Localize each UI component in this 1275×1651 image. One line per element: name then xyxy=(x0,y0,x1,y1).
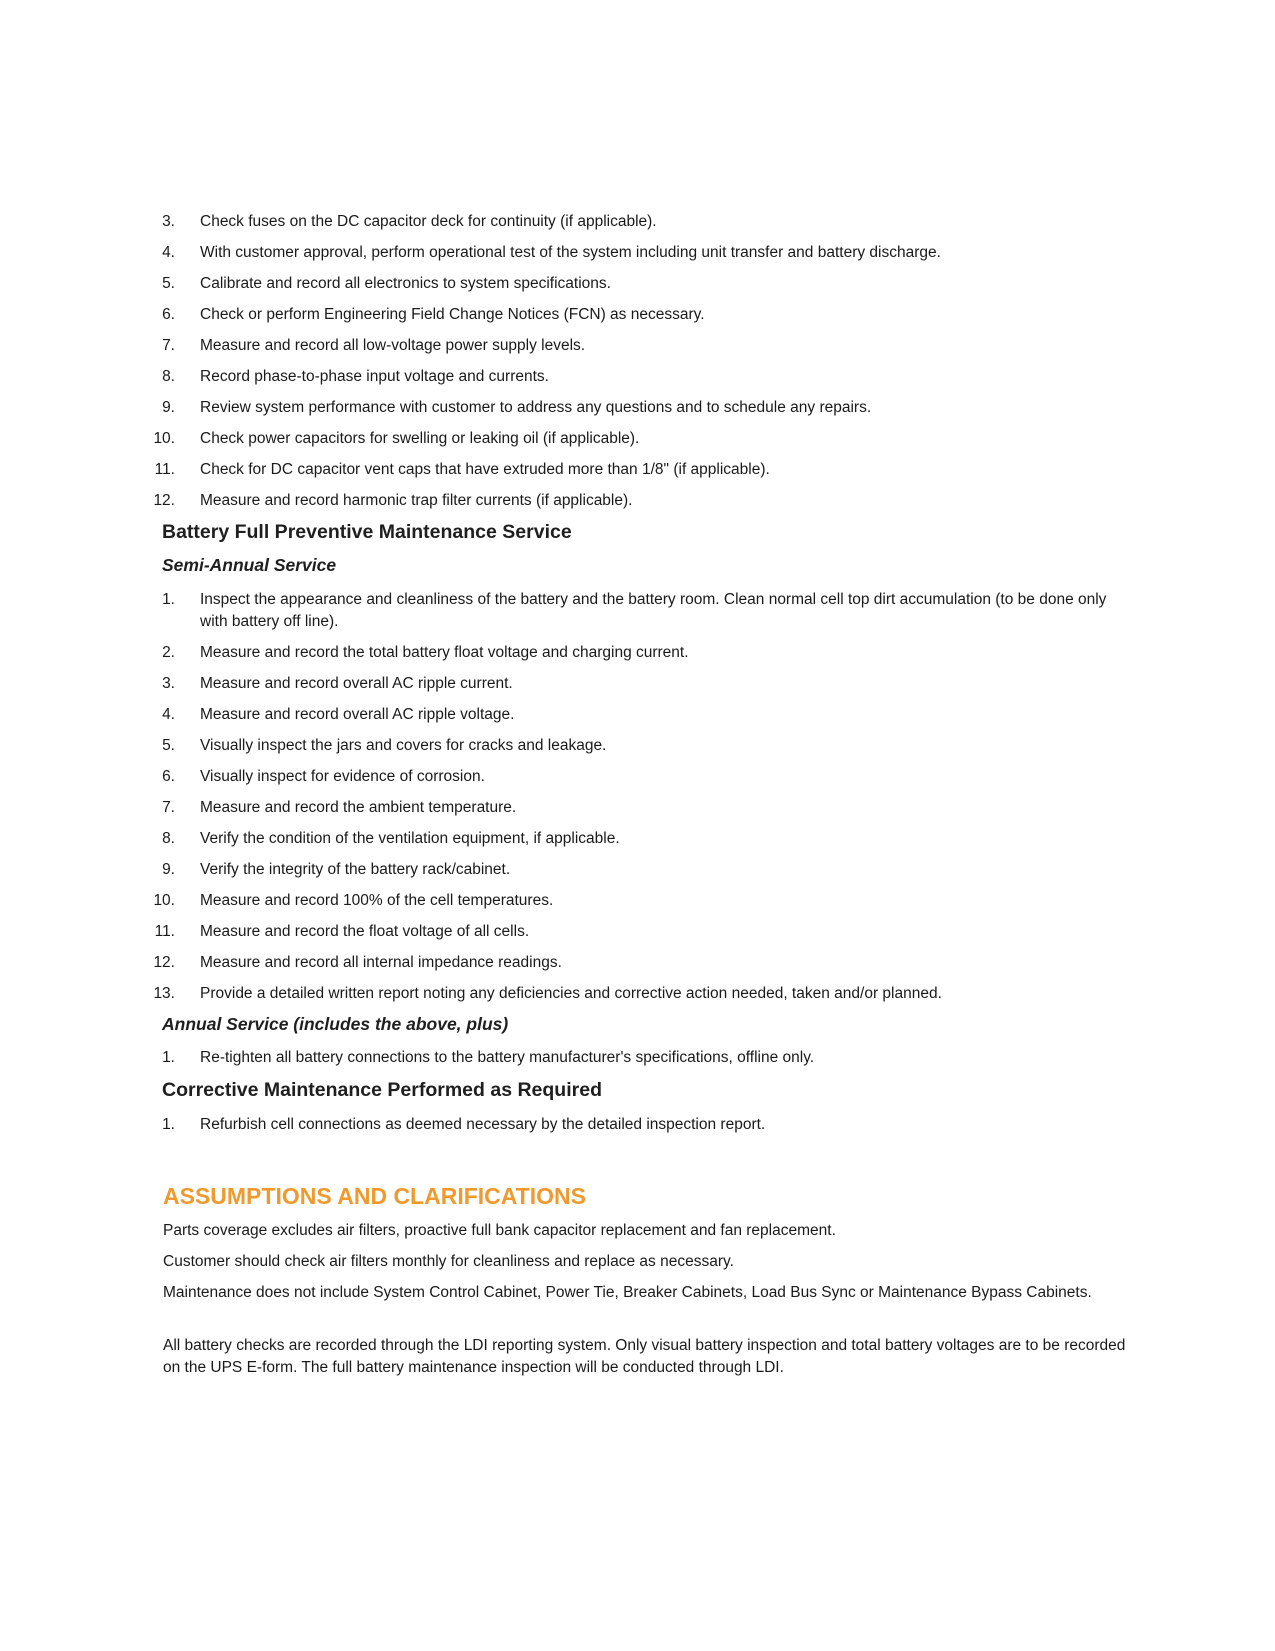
assumption-paragraph: Maintenance does not include System Control Cabinet, Power Tie, Breaker Cabinets, Load Bus Sync or Maintenance Bypass Cabinets. xyxy=(163,1284,1092,1301)
assumptions-heading: ASSUMPTIONS AND CLARIFICATIONS xyxy=(163,1183,586,1209)
battery-section-heading: Battery Full Preventive Maintenance Service xyxy=(162,521,572,543)
assumption-paragraph: All battery checks are recorded through the LDI reporting system. Only visual battery inspection and total battery voltages are to be recorded on the UPS E-form. The full battery maintenance inspection will be conducted through LDI. xyxy=(163,1337,1126,1376)
corrective-heading: Corrective Maintenance Performed as Required xyxy=(162,1079,602,1101)
semi-annual-heading: Semi-Annual Service xyxy=(162,555,337,575)
assumption-paragraph: Customer should check air filters monthly for cleanliness and replace as necessary. xyxy=(163,1253,734,1270)
annual-heading: Annual Service (includes the above, plus) xyxy=(162,1014,509,1034)
assumption-paragraph: Parts coverage excludes air filters, proactive full bank capacitor replacement and fan replacement. xyxy=(163,1222,836,1239)
